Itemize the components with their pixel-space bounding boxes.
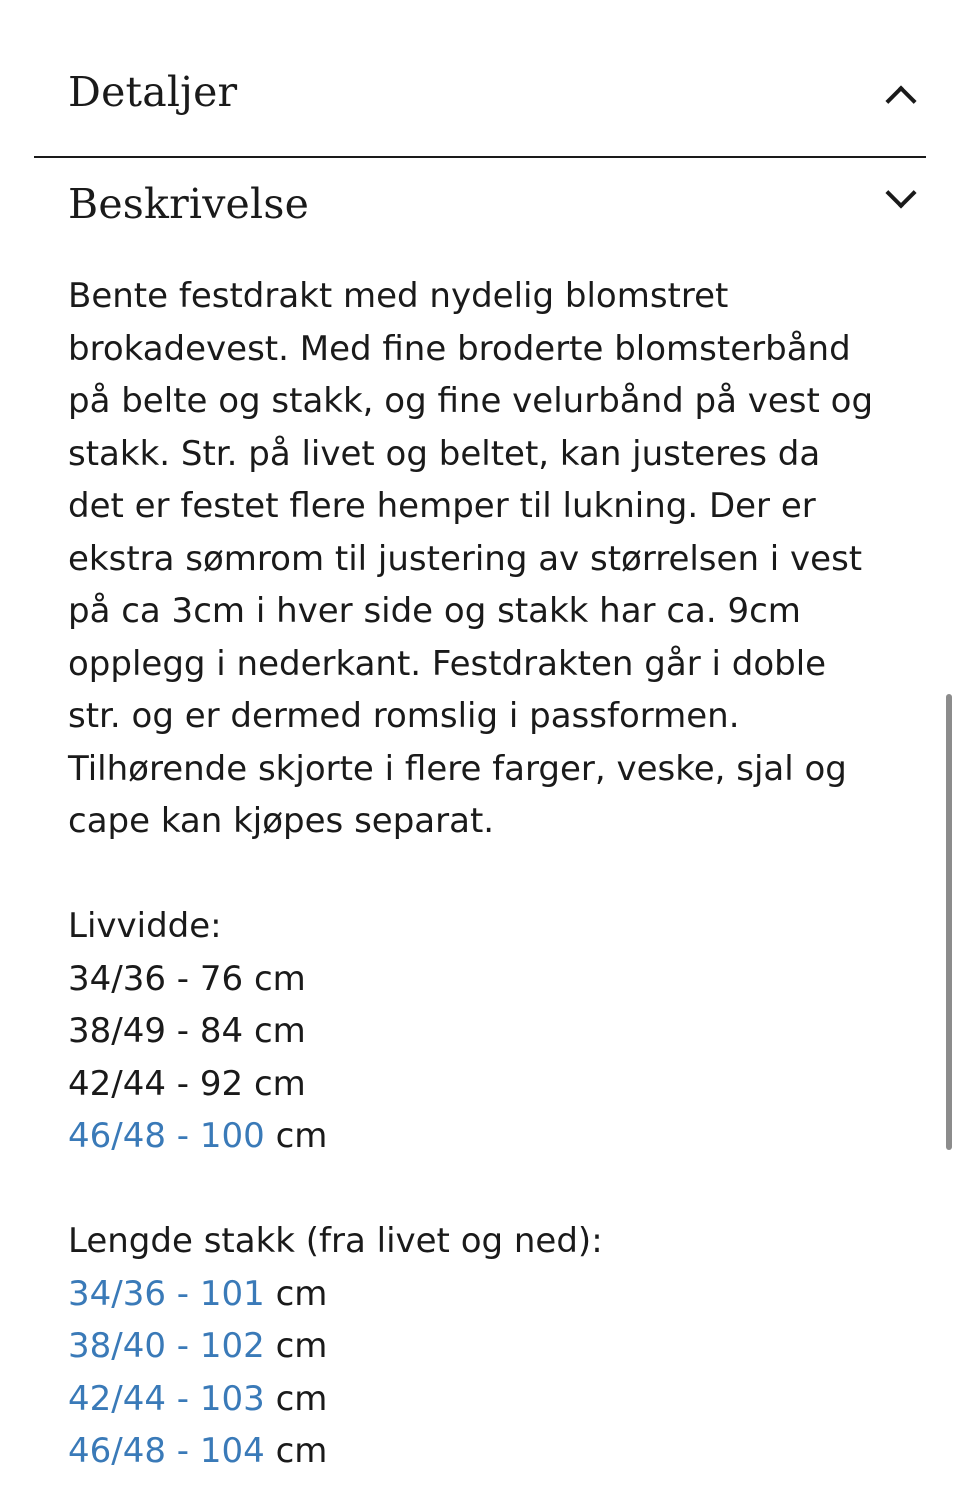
chevron-up-icon[interactable] (885, 85, 916, 116)
description-line: ekstra sømrom til justering av størrelsen i vest (68, 538, 863, 579)
description-line: Bente festdrakt med nydelig blomstret (68, 276, 729, 316)
chevron-down-icon[interactable] (885, 177, 916, 208)
skirt-length-unit: cm (264, 1326, 328, 1366)
skirt-length-size-link[interactable]: 46/48 - 104 (68, 1431, 265, 1471)
description-line: cape kan kjøpes separat. (68, 801, 495, 841)
skirt-length-row (68, 1425, 908, 1478)
description-content (68, 270, 908, 1478)
skirt-length-label: Lengde stakk (fra livet og ned): (68, 1221, 603, 1261)
description-line: brokadevest. Med fine broderte blomsterbånd (68, 328, 851, 369)
spacer (68, 1163, 908, 1216)
description-line: str. og er dermed romslig i passformen. (68, 696, 740, 736)
description-line: på ca 3cm i hver side og stakk har ca. 9cm (68, 591, 801, 631)
skirt-length-unit: cm (264, 1378, 328, 1419)
skirt-length-size-link[interactable]: 34/36 - 101 (68, 1273, 265, 1314)
description-line: det er festet flere hemper til lukning. Der er (68, 486, 816, 526)
accordion-header-description[interactable] (34, 158, 926, 258)
skirt-length-list (68, 1268, 908, 1478)
description-line: opplegg i nederkant. Festdrakten går i doble (68, 643, 827, 684)
waist-size-link[interactable]: 46/48 - 100 (68, 1116, 265, 1156)
skirt-length-row (68, 1373, 908, 1426)
spacer (68, 848, 908, 901)
waist-row: 38/49 - 84 cm (68, 1011, 306, 1051)
skirt-length-size-link[interactable]: 42/44 - 103 (68, 1378, 265, 1419)
skirt-length-size-link[interactable]: 38/40 - 102 (68, 1326, 265, 1366)
scrollbar-thumb[interactable] (946, 694, 952, 1150)
waist-row (68, 1110, 908, 1163)
waist-unit: cm (264, 1116, 328, 1156)
skirt-length-row (68, 1268, 908, 1321)
skirt-length-unit: cm (264, 1273, 328, 1314)
skirt-length-unit: cm (264, 1431, 328, 1471)
description-line: Tilhørende skjorte i flere farger, veske, sjal og (68, 748, 847, 789)
waist-label: Livvidde: (68, 906, 222, 946)
description-text (68, 270, 908, 848)
accordion-title-description: Beskrivelse (68, 180, 310, 228)
description-line: på belte og stakk, og fine velurbånd på vest og (68, 381, 874, 421)
accordion-title-details: Detaljer (68, 68, 238, 116)
accordion-header-details[interactable] (34, 0, 926, 158)
waist-row: 42/44 - 92 cm (68, 1063, 306, 1104)
skirt-length-row (68, 1320, 908, 1373)
waist-row: 34/36 - 76 cm (68, 958, 306, 999)
waist-size-list (68, 953, 908, 1163)
description-line: stakk. Str. på livet og beltet, kan justeres da (68, 433, 821, 474)
